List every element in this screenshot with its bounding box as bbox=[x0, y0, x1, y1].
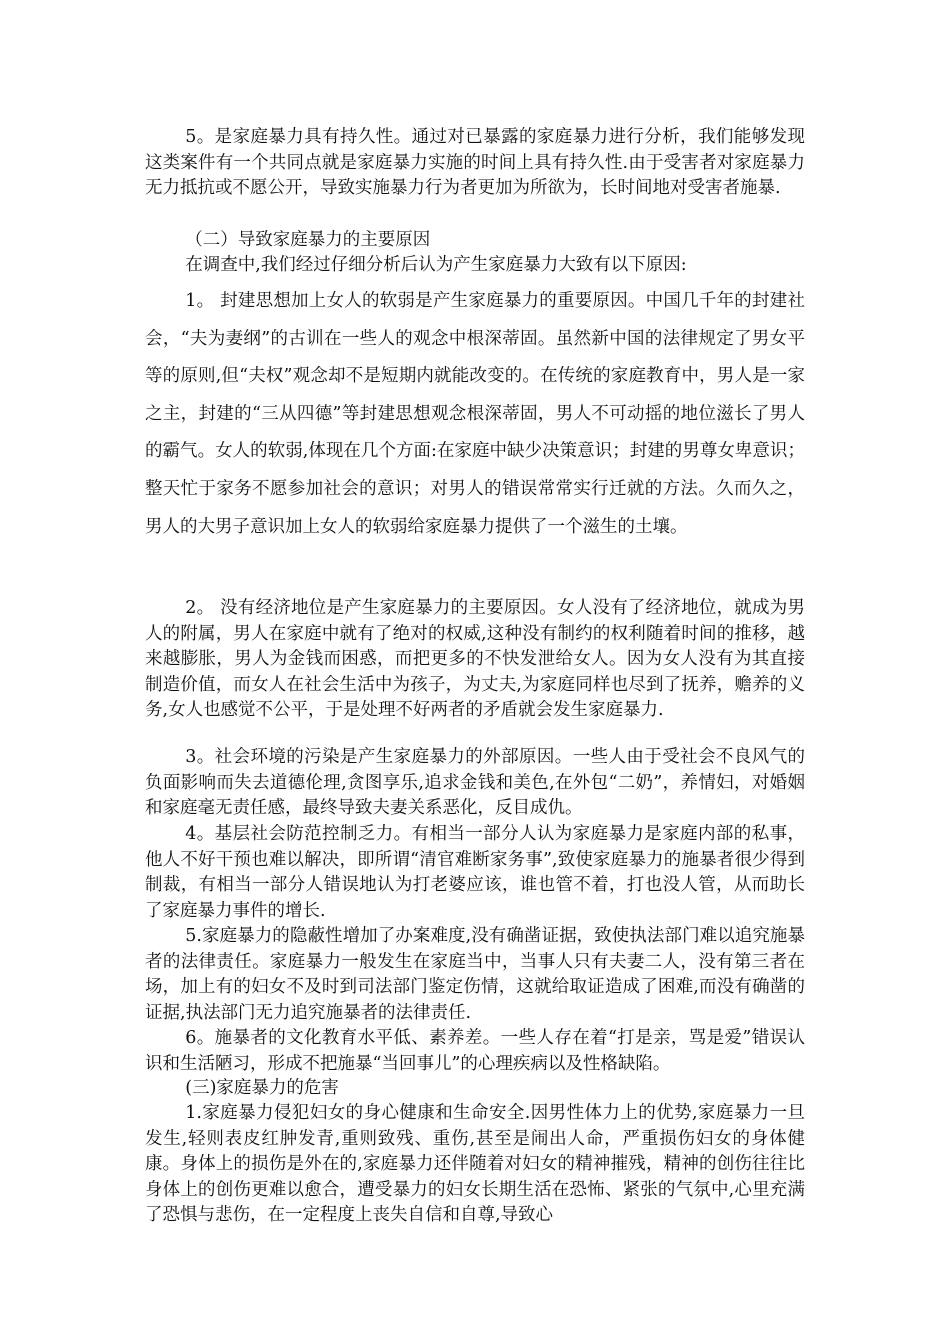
paragraph-point-5: 5。是家庭暴力具有持久性。通过对已暴露的家庭暴力进行分析，我们能够发现这类案件有一个共同点就是家庭暴力实施的时间上具有持久性.由于受害者对家庭暴力无力抵抗或不愿公开，导致实施暴力行为者更加为所欲为，长时间地对受害者施暴. bbox=[145, 127, 805, 199]
paragraph-cause-5: 5.家庭暴力的隐蔽性增加了办案难度,没有确凿证据，致使执法部门难以追究施暴者的法律责任。家庭暴力一般发生在家庭当中，当事人只有夫妻二人，没有第三者在场，加上有的妇女不及时到司法部门鉴定伤情，这就给取证造成了困难,而没有确凿的证据,执法部门无力追究施暴者的法律责任. bbox=[145, 926, 805, 1023]
section-heading-causes: （二）导致家庭暴力的主要原因 bbox=[185, 230, 431, 250]
paragraph-cause-3: 3。社会环境的污染是产生家庭暴力的外部原因。一些人由于受社会不良风气的负面影响而失去道德伦理,贪图享乐,追求金钱和美色,在外包“二奶”，养情妇，对婚姻和家庭毫无责任感，最终导致夫妻关系恶化，反目成仇。 bbox=[145, 747, 805, 819]
paragraph-harm-1: 1.家庭暴力侵犯妇女的身心健康和生命安全.因男性体力上的优势,家庭暴力一旦发生,轻则表皮红肿发青,重则致残、重伤,甚至是闹出人命，严重损伤妇女的身体健康。身体上的损伤是外在的,家庭暴力还伴随着对妇女的精神摧残，精神的创伤往往比身体上的创伤更难以愈合，遭受暴力的妇女长期生活在恐怖、紧张的气氛中,心里充满了恐惧与悲伤，在一定程度上丧失自信和自尊,导致心 bbox=[145, 1103, 805, 1226]
paragraph-cause-1: 1。 封建思想加上女人的软弱是产生家庭暴力的重要原因。中国几千年的封建社会，“夫为妻纲”的古训在一些人的观念中根深蒂固。虽然新中国的法律规定了男女平等的原则,但“夫权”观念却不是短期内就能改变的。在传统的家庭教育中，男人是一家之主，封建的“三从四德”等封建思想观念根深蒂固，男人不可动摇的地位滋长了男人的霸气。女人的软弱,体现在几个方面:在家庭中缺少决策意识；封建的男尊女卑意识；整天忙于家务不愿参加社会的意识；对男人的错误常常实行迁就的方法。久而久之，男人的大男子意识加上女人的软弱给家庭暴力提供了一个滋生的土壤。 bbox=[145, 291, 805, 537]
section-heading-harm: (三)家庭暴力的危害 bbox=[185, 1078, 339, 1098]
paragraph-cause-4: 4。基层社会防范控制乏力。有相当一部分人认为家庭暴力是家庭内部的私事，他人不好干预也难以解决，即所谓“清官难断家务事”,致使家庭暴力的施暴者很少得到制裁，有相当一部分人错误地认为打老婆应该，谁也管不着，打也没人管，从而助长了家庭暴力事件的增长. bbox=[145, 824, 805, 921]
paragraph-causes-intro: 在调查中,我们经过仔细分析后认为产生家庭暴力大致有以下原因: bbox=[185, 255, 687, 275]
paragraph-cause-2: 2。 没有经济地位是产生家庭暴力的主要原因。女人没有了经济地位，就成为男人的附属，男人在家庭中就有了绝对的权威,这种没有制约的权利随着时间的推移，越来越膨胀，男人为金钱而困惑，而把更多的不快发泄给女人。因为女人没有为其直接制造价值，而女人在社会生活中为孩子，为丈夫,为家庭同样也尽到了抚养，赡养的义务,女人也感觉不公平，于是处理不好两者的矛盾就会发生家庭暴力. bbox=[145, 598, 805, 721]
paragraph-cause-6: 6。施暴者的文化教育水平低、素养差。一些人存在着“打是亲，骂是爱”错误认识和生活陋习，形成不把施暴“当回事儿”的心理疾病以及性格缺陷。 bbox=[145, 1028, 805, 1074]
